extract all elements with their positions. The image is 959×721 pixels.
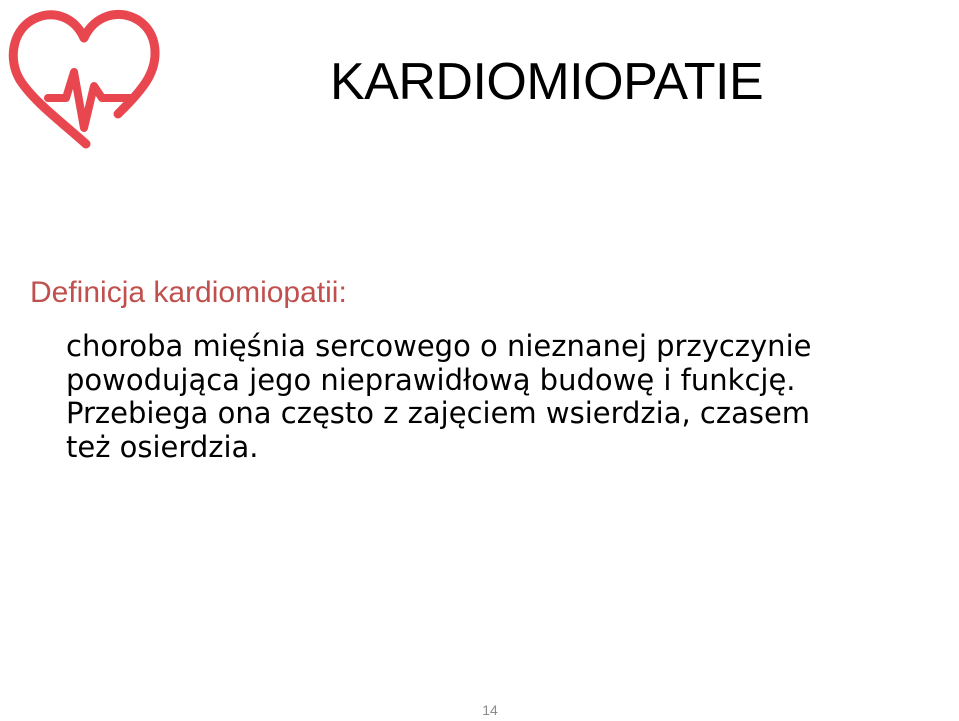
heart-heartbeat-icon bbox=[4, 2, 164, 150]
page-number: 14 bbox=[482, 702, 498, 718]
definition-body bbox=[66, 330, 956, 464]
definition-line: Przebiega ona często z zajęciem wsierdzia, czasem bbox=[66, 396, 811, 430]
definition-label: Definicja kardiomiopatii: bbox=[30, 276, 347, 309]
definition-line: też osierdzia. bbox=[66, 429, 259, 464]
definition-line: choroba mięśnia sercowego o nieznanej przyczynie bbox=[66, 329, 812, 363]
slide-title: KARDIOMIOPATIE bbox=[330, 53, 764, 111]
definition-line: powodująca jego nieprawidłową budowę i funkcję. bbox=[66, 362, 796, 397]
